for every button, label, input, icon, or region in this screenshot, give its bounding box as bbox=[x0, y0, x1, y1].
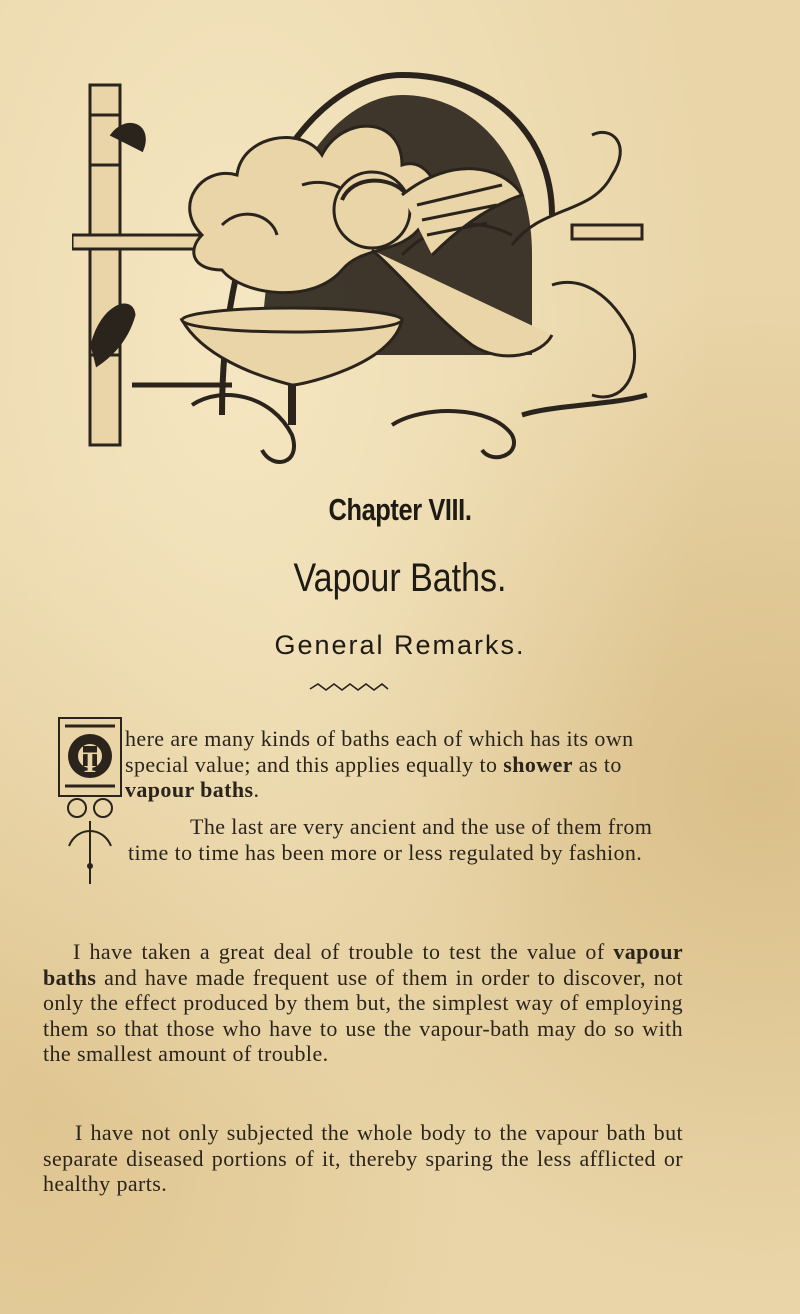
section-subtitle: General Remarks. bbox=[274, 630, 526, 660]
paragraph-1: here are many kinds of baths each of which has its own special value; and this applies equally to shower as to vapour baths. bbox=[125, 726, 634, 803]
vapour-bath-illustration bbox=[72, 55, 652, 475]
ornament-divider bbox=[308, 681, 390, 695]
page-title: Vapour Baths. bbox=[293, 556, 507, 600]
paragraph-4: I have not only subjected the whole body to the vapour bath but separate diseased portions of it, thereby sparing the less afflicted or healthy parts. bbox=[43, 1120, 683, 1197]
dropcap-ornament bbox=[57, 716, 123, 888]
dropcap-letter: T bbox=[79, 746, 101, 779]
paragraph-2: The last are very ancient and the use of them from time to time has been more or less regulated by fashion. bbox=[128, 814, 653, 865]
paragraph-3: I have taken a great deal of trouble to test the value of vapour baths and have made frequent use of them in order to discover, not only the effect produced by them but, the simplest way of employing them so that those who have to use the vapour-bath may do so with the smallest amount of trouble. bbox=[43, 939, 683, 1067]
chapter-heading: Chapter VIII. bbox=[328, 492, 472, 527]
